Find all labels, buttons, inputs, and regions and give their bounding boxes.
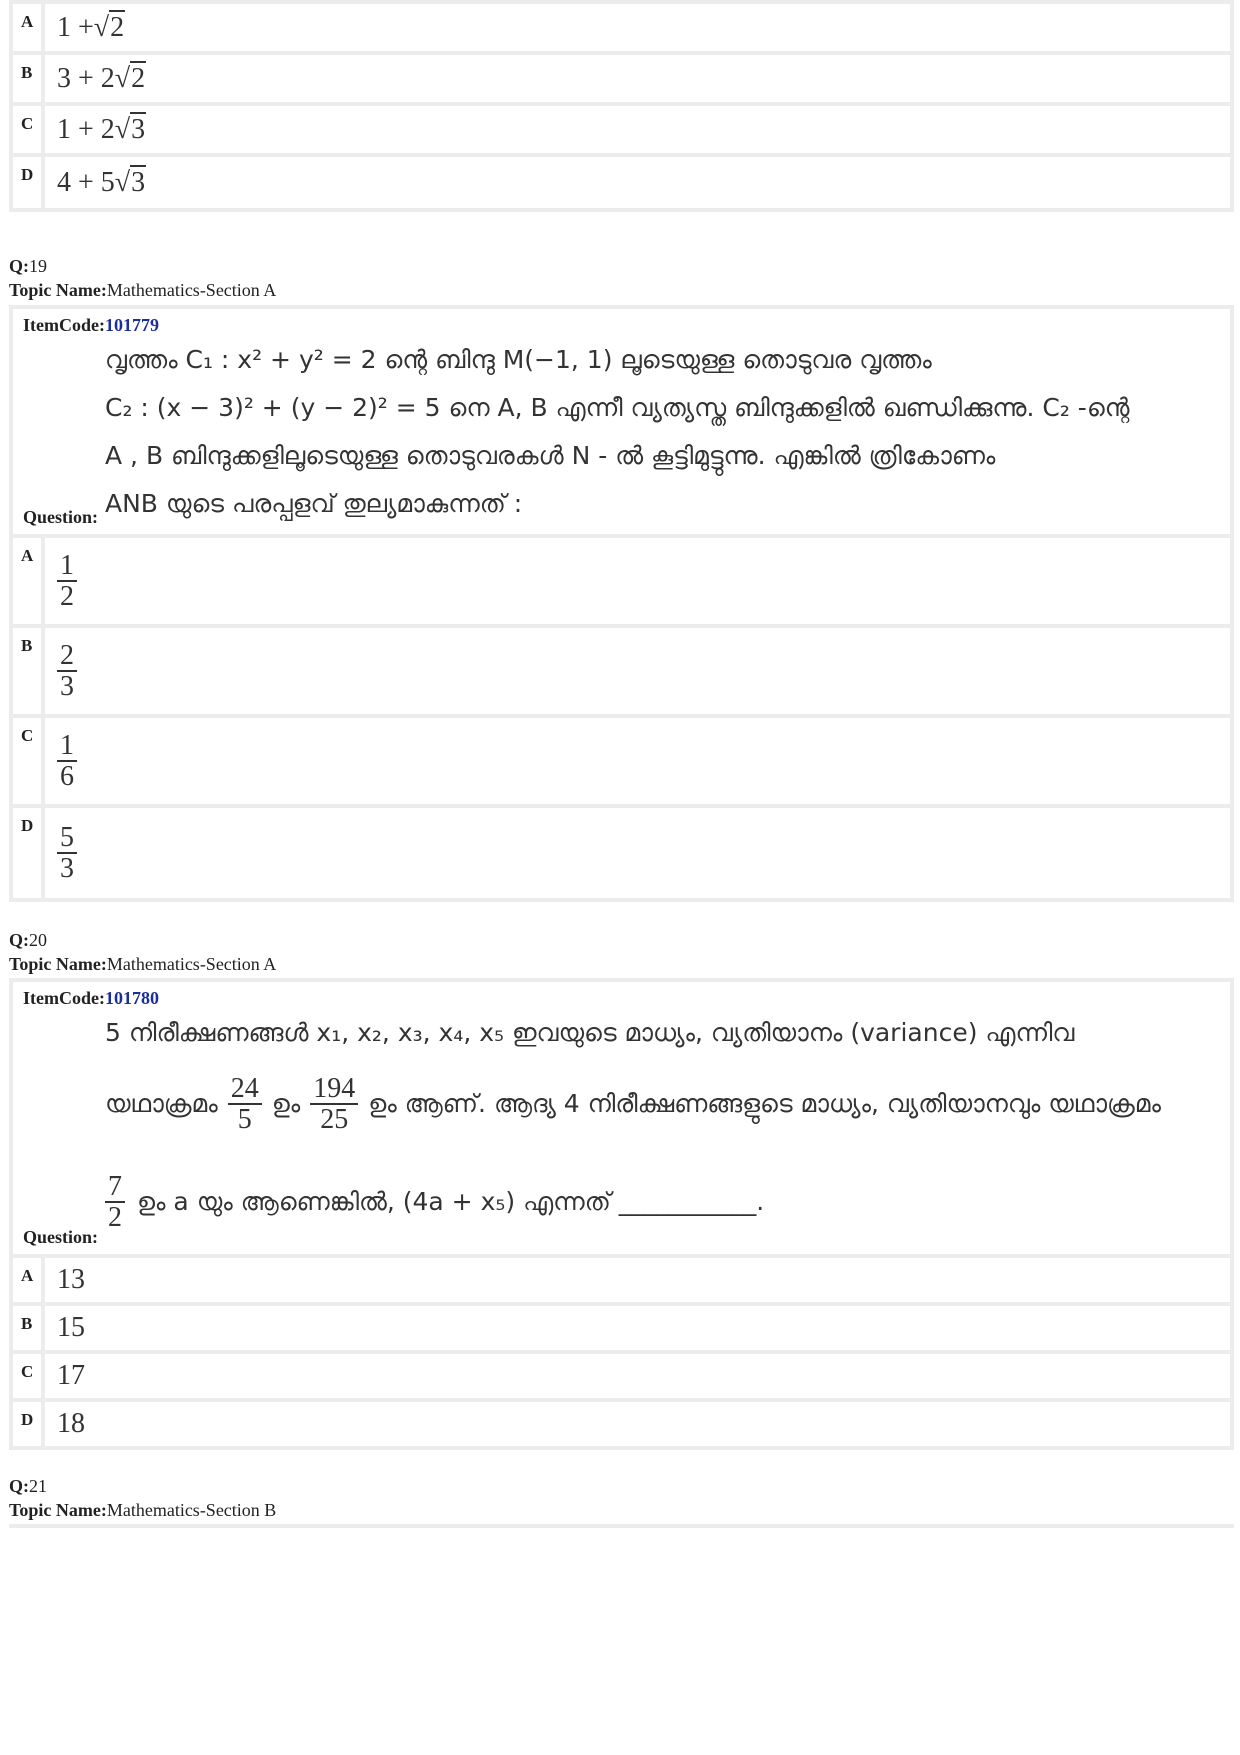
radicand: 3 <box>131 113 146 145</box>
question-text-line: വൃത്തം C₁ : x² + y² = 2 ന്റെ ബിന്ദു M(−1, 1) ലൂടെയുള്ള തൊടുവര വൃത്തം <box>105 345 932 374</box>
item-code: ItemCode:101779 <box>23 315 159 335</box>
option-letter: D <box>13 1402 45 1446</box>
option-row[interactable] <box>13 538 1230 624</box>
option-row[interactable] <box>13 106 1230 153</box>
question-label: Question: <box>23 507 99 527</box>
option-value <box>45 157 1230 208</box>
option-text: 3 + 2 <box>57 62 115 94</box>
fraction: $\frac{24}{5}$ <box>228 1074 262 1135</box>
option-row[interactable] <box>13 628 1230 714</box>
sqrt-symbol: √2 <box>114 62 146 94</box>
fraction: $\frac{2}{3}$ <box>57 641 77 702</box>
option-row[interactable] <box>13 1306 1230 1350</box>
question-label: Question: <box>23 1227 99 1247</box>
question-text-line: യഥാക്രമം $\frac{24}{5}$ ഉം $\frac{194}{25}$ ഉം ആണ്. ആദ്യ 4 നിരീക്ഷണങ്ങളുടെ മാധ്യം, വ്യതിയാനവും യഥാക്രമം <box>105 1073 1161 1136</box>
question-number: Q:21 <box>9 1476 47 1496</box>
fraction: $\frac{5}{3}$ <box>57 823 77 884</box>
section-divider <box>9 1524 1234 1528</box>
option-value: 13 <box>57 1264 85 1295</box>
question-text-line: $\frac{7}{2}$ ഉം a യും ആണെങ്കിൽ, (4a + x₅) എന്നത് ___________. <box>105 1172 1220 1233</box>
option-row[interactable] <box>13 1402 1230 1446</box>
item-code: ItemCode:101780 <box>23 988 159 1008</box>
option-letter: B <box>13 55 45 102</box>
question-text-line: ANB യുടെ പരപ്പളവ് തുല്യമാകുന്നത് : <box>105 489 523 518</box>
radicand: 3 <box>131 166 146 198</box>
option-value <box>45 538 1230 624</box>
sqrt-symbol: √3 <box>114 113 146 145</box>
fraction: $\frac{1}{2}$ <box>57 551 77 612</box>
q20-header <box>9 928 276 976</box>
topic-name: Topic Name:Mathematics-Section A <box>9 954 277 974</box>
option-letter: A <box>13 4 45 51</box>
option-text: 1 + 2 <box>57 113 115 145</box>
option-row[interactable] <box>13 1258 1230 1302</box>
option-text: 1 + <box>57 11 94 43</box>
option-row[interactable] <box>13 4 1230 51</box>
q18-options <box>9 0 1234 212</box>
option-value: 17 <box>57 1360 85 1391</box>
option-letter: D <box>13 157 45 208</box>
topic-name: Topic Name:Mathematics-Section A <box>9 280 277 300</box>
question-text-line: 5 നിരീക്ഷണങ്ങൾ x₁, x₂, x₃, x₄, x₅ ഇവയുടെ മാധ്യം, വ്യതിയാനം (variance) എന്നിവ <box>105 1018 1075 1047</box>
q20-question-box <box>9 978 1234 1254</box>
fraction: $\frac{1}{6}$ <box>57 731 77 792</box>
option-value <box>45 4 1230 51</box>
question-text-line: A , B ബിന്ദുക്കളിലൂടെയുള്ള തൊടുവരകൾ N - ൽ കൂട്ടിമുട്ടുന്നു. എങ്കിൽ ത്രികോണം <box>105 441 996 470</box>
option-letter: B <box>13 1306 45 1350</box>
radicand: 2 <box>110 11 125 43</box>
option-letter: C <box>13 1354 45 1398</box>
sqrt-symbol: √3 <box>114 166 146 198</box>
option-letter: D <box>13 808 45 898</box>
option-value: 15 <box>57 1312 85 1343</box>
sqrt-symbol: √2 <box>93 11 125 43</box>
option-value <box>45 718 1230 804</box>
option-row[interactable] <box>13 718 1230 804</box>
q19-header <box>9 254 276 302</box>
option-letter: C <box>13 718 45 804</box>
option-row[interactable] <box>13 157 1230 208</box>
q21-header <box>9 1474 276 1522</box>
option-row[interactable] <box>13 1354 1230 1398</box>
fraction: $\frac{194}{25}$ <box>310 1074 358 1135</box>
topic-name: Topic Name:Mathematics-Section B <box>9 1500 277 1520</box>
option-letter: B <box>13 628 45 714</box>
option-letter: A <box>13 1258 45 1302</box>
option-value: 18 <box>57 1408 85 1439</box>
option-value <box>45 106 1230 153</box>
question-number: Q:19 <box>9 256 47 276</box>
option-row[interactable] <box>13 808 1230 898</box>
option-value <box>45 808 1230 898</box>
question-text-line: C₂ : (x − 3)² + (y − 2)² = 5 നെ A, B എന്നീ വ്യത്യസ്ത ബിന്ദുക്കളിൽ ഖണ്ഡിക്കുന്നു. C₂ -ന്റെ <box>105 393 1130 422</box>
option-row[interactable] <box>13 55 1230 102</box>
option-value <box>45 628 1230 714</box>
option-value <box>45 55 1230 102</box>
q19-options <box>9 534 1234 902</box>
option-text: 4 + 5 <box>57 166 115 198</box>
option-letter: C <box>13 106 45 153</box>
option-letter: A <box>13 538 45 624</box>
q20-options <box>9 1254 1234 1450</box>
question-number: Q:20 <box>9 930 47 950</box>
fraction: $\frac{7}{2}$ <box>105 1172 125 1233</box>
q19-question-box <box>9 305 1234 534</box>
radicand: 2 <box>131 62 146 94</box>
